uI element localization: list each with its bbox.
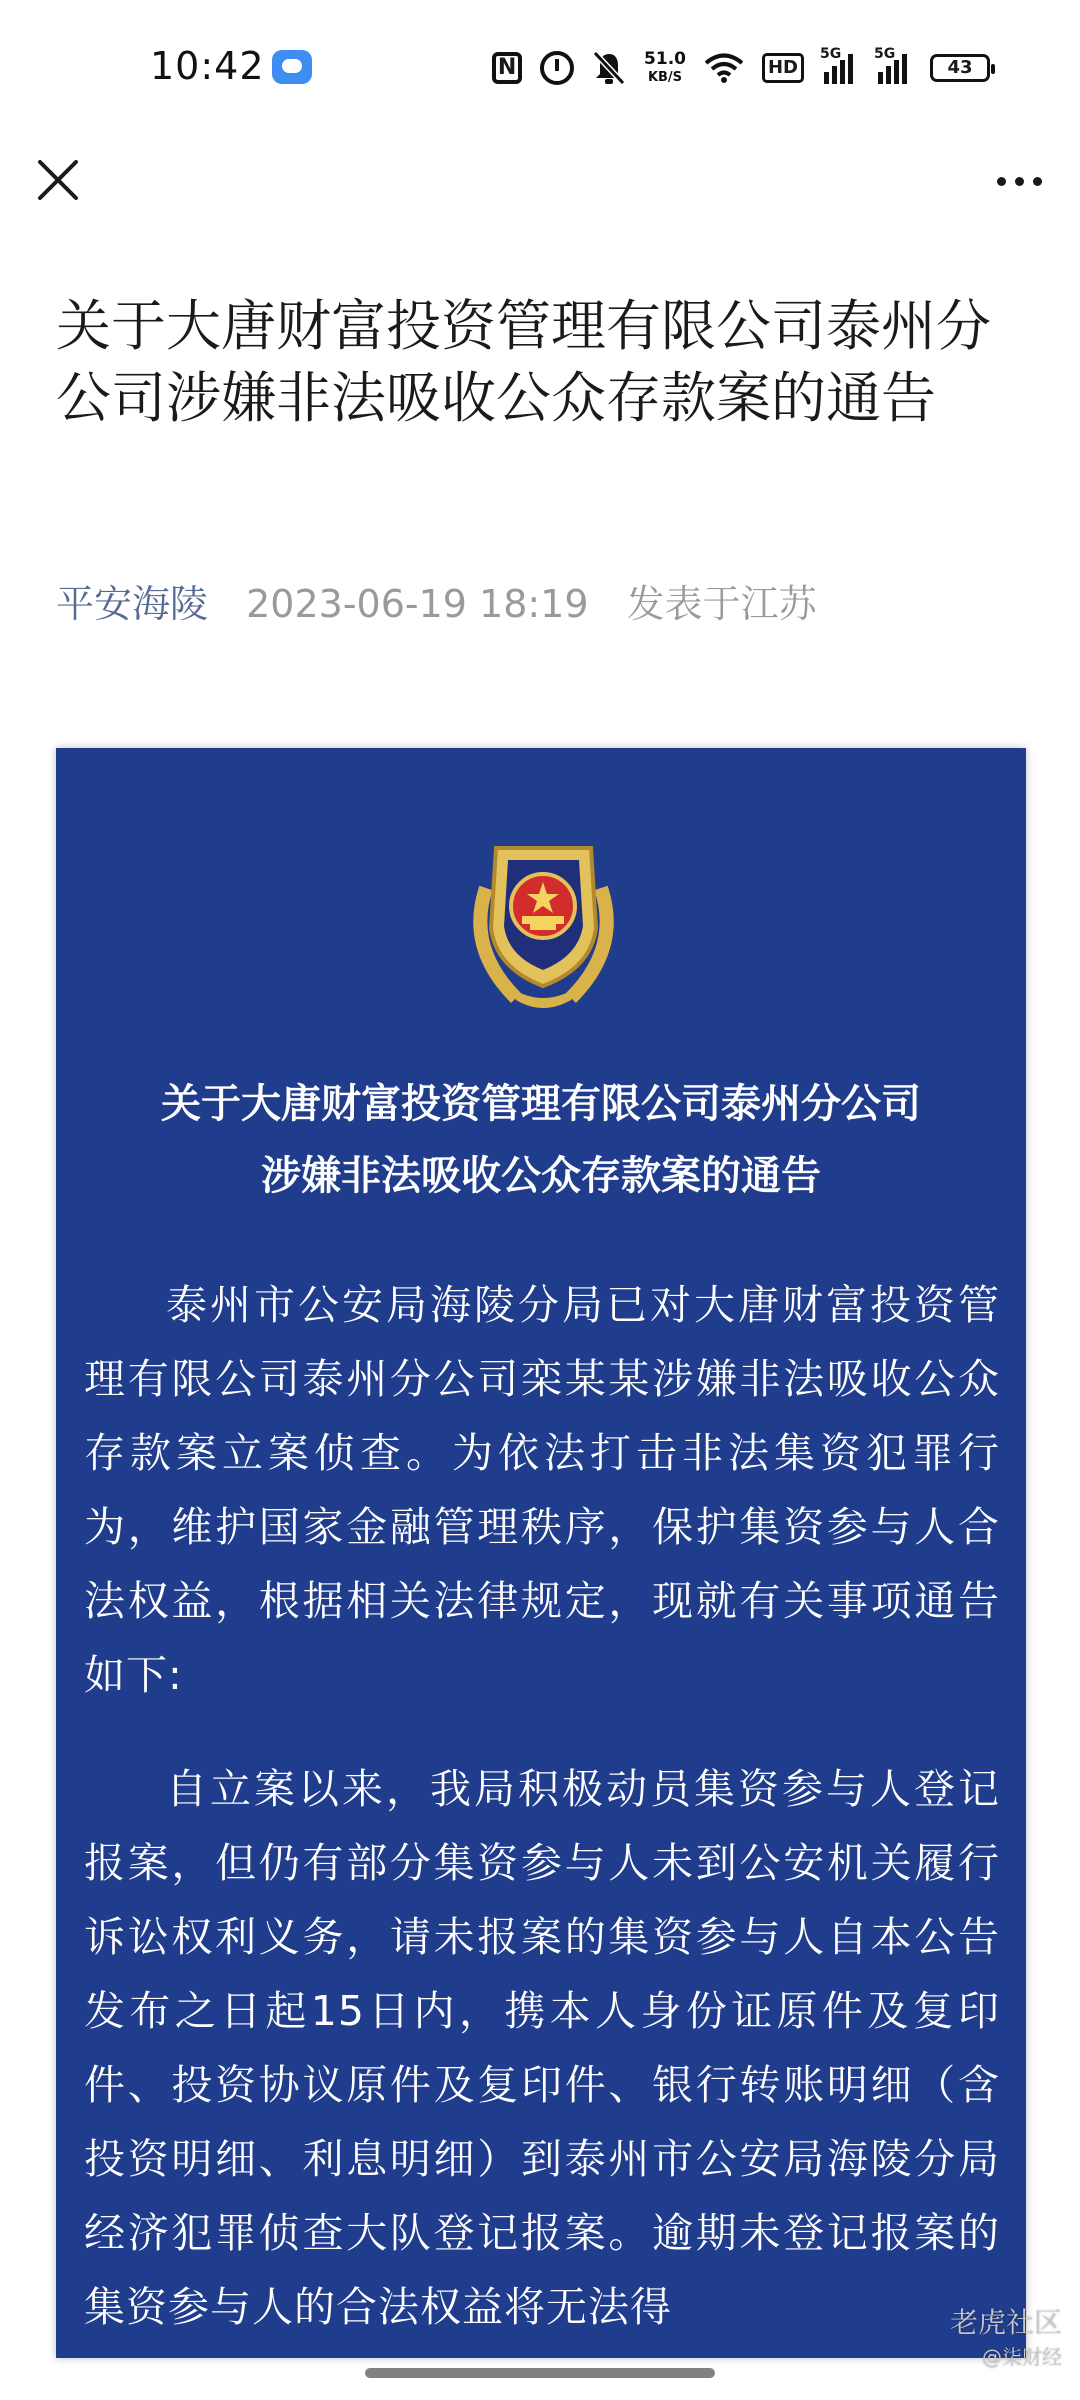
article-author-link[interactable]: 平安海陵 [56,582,209,626]
notice-title [56,1068,1026,1212]
watermark-line2: @柒财经 [982,2345,1062,2369]
nfc-icon: N [492,52,522,84]
speed-value: 51.0 [644,48,686,69]
article-meta [56,578,817,630]
watermark-line1: 老虎社区 [949,2306,1062,2339]
close-icon[interactable] [26,148,90,212]
signal-icon [874,46,912,84]
article-date: 2023-06-19 18:19 [246,582,589,626]
more-icon[interactable] [984,156,1054,206]
status-bar [0,0,1080,130]
signal-icon [820,46,858,84]
status-time: 10:42 [150,44,265,88]
network-speed [644,48,686,86]
home-indicator[interactable] [365,2368,715,2378]
mute-icon [592,50,626,86]
notice-title-line1: 关于大唐财富投资管理有限公司泰州分公司 [161,1081,921,1127]
app-bubble-icon [272,50,312,84]
hd-voice-icon: HD [762,53,804,83]
police-emblem-icon [456,828,631,1013]
sim2-label: 5G [874,46,896,62]
top-nav [0,130,1080,240]
wifi-icon [704,52,744,84]
notice-image[interactable] [56,748,1026,2358]
alarm-icon [540,51,574,85]
status-icons [492,46,990,90]
article-title: 关于大唐财富投资管理有限公司泰州分公司涉嫌非法吸收公众存款案的通告 [56,294,992,430]
article-location: 发表于江苏 [626,582,817,626]
watermark [950,2306,1062,2374]
notice-title-line2: 涉嫌非法吸收公众存款案的通告 [261,1153,821,1199]
speed-unit: KB/S [647,69,683,85]
notice-paragraph-2: 自立案以来，我局积极动员集资参与人登记报案，但仍有部分集资参与人未到公安机关履行诉讼权利义务，请未报案的集资参与人自本公告发布之日起15日内，携本人身份证原件及复印件、投资协议原件及复印件、银行转账明细（含投资明细、利息明细）到泰州市公安局海陵分局经济犯罪侦查大队登记报案。逾期未登记报案的集资参与人的合法权益将无法得 [84,1765,1000,2331]
battery-icon: 43 [930,54,990,82]
notice-paragraph-1: 泰州市公安局海陵分局已对大唐财富投资管理有限公司泰州分公司栾某某涉嫌非法吸收公众存款案立案侦查。为依法打击非法集资犯罪行为，维护国家金融管理秩序，保护集资参与人合法权益，根据相关法律规定，现就有关事项通告如下: [84,1281,1000,1699]
sim1-label: 5G [820,46,842,62]
